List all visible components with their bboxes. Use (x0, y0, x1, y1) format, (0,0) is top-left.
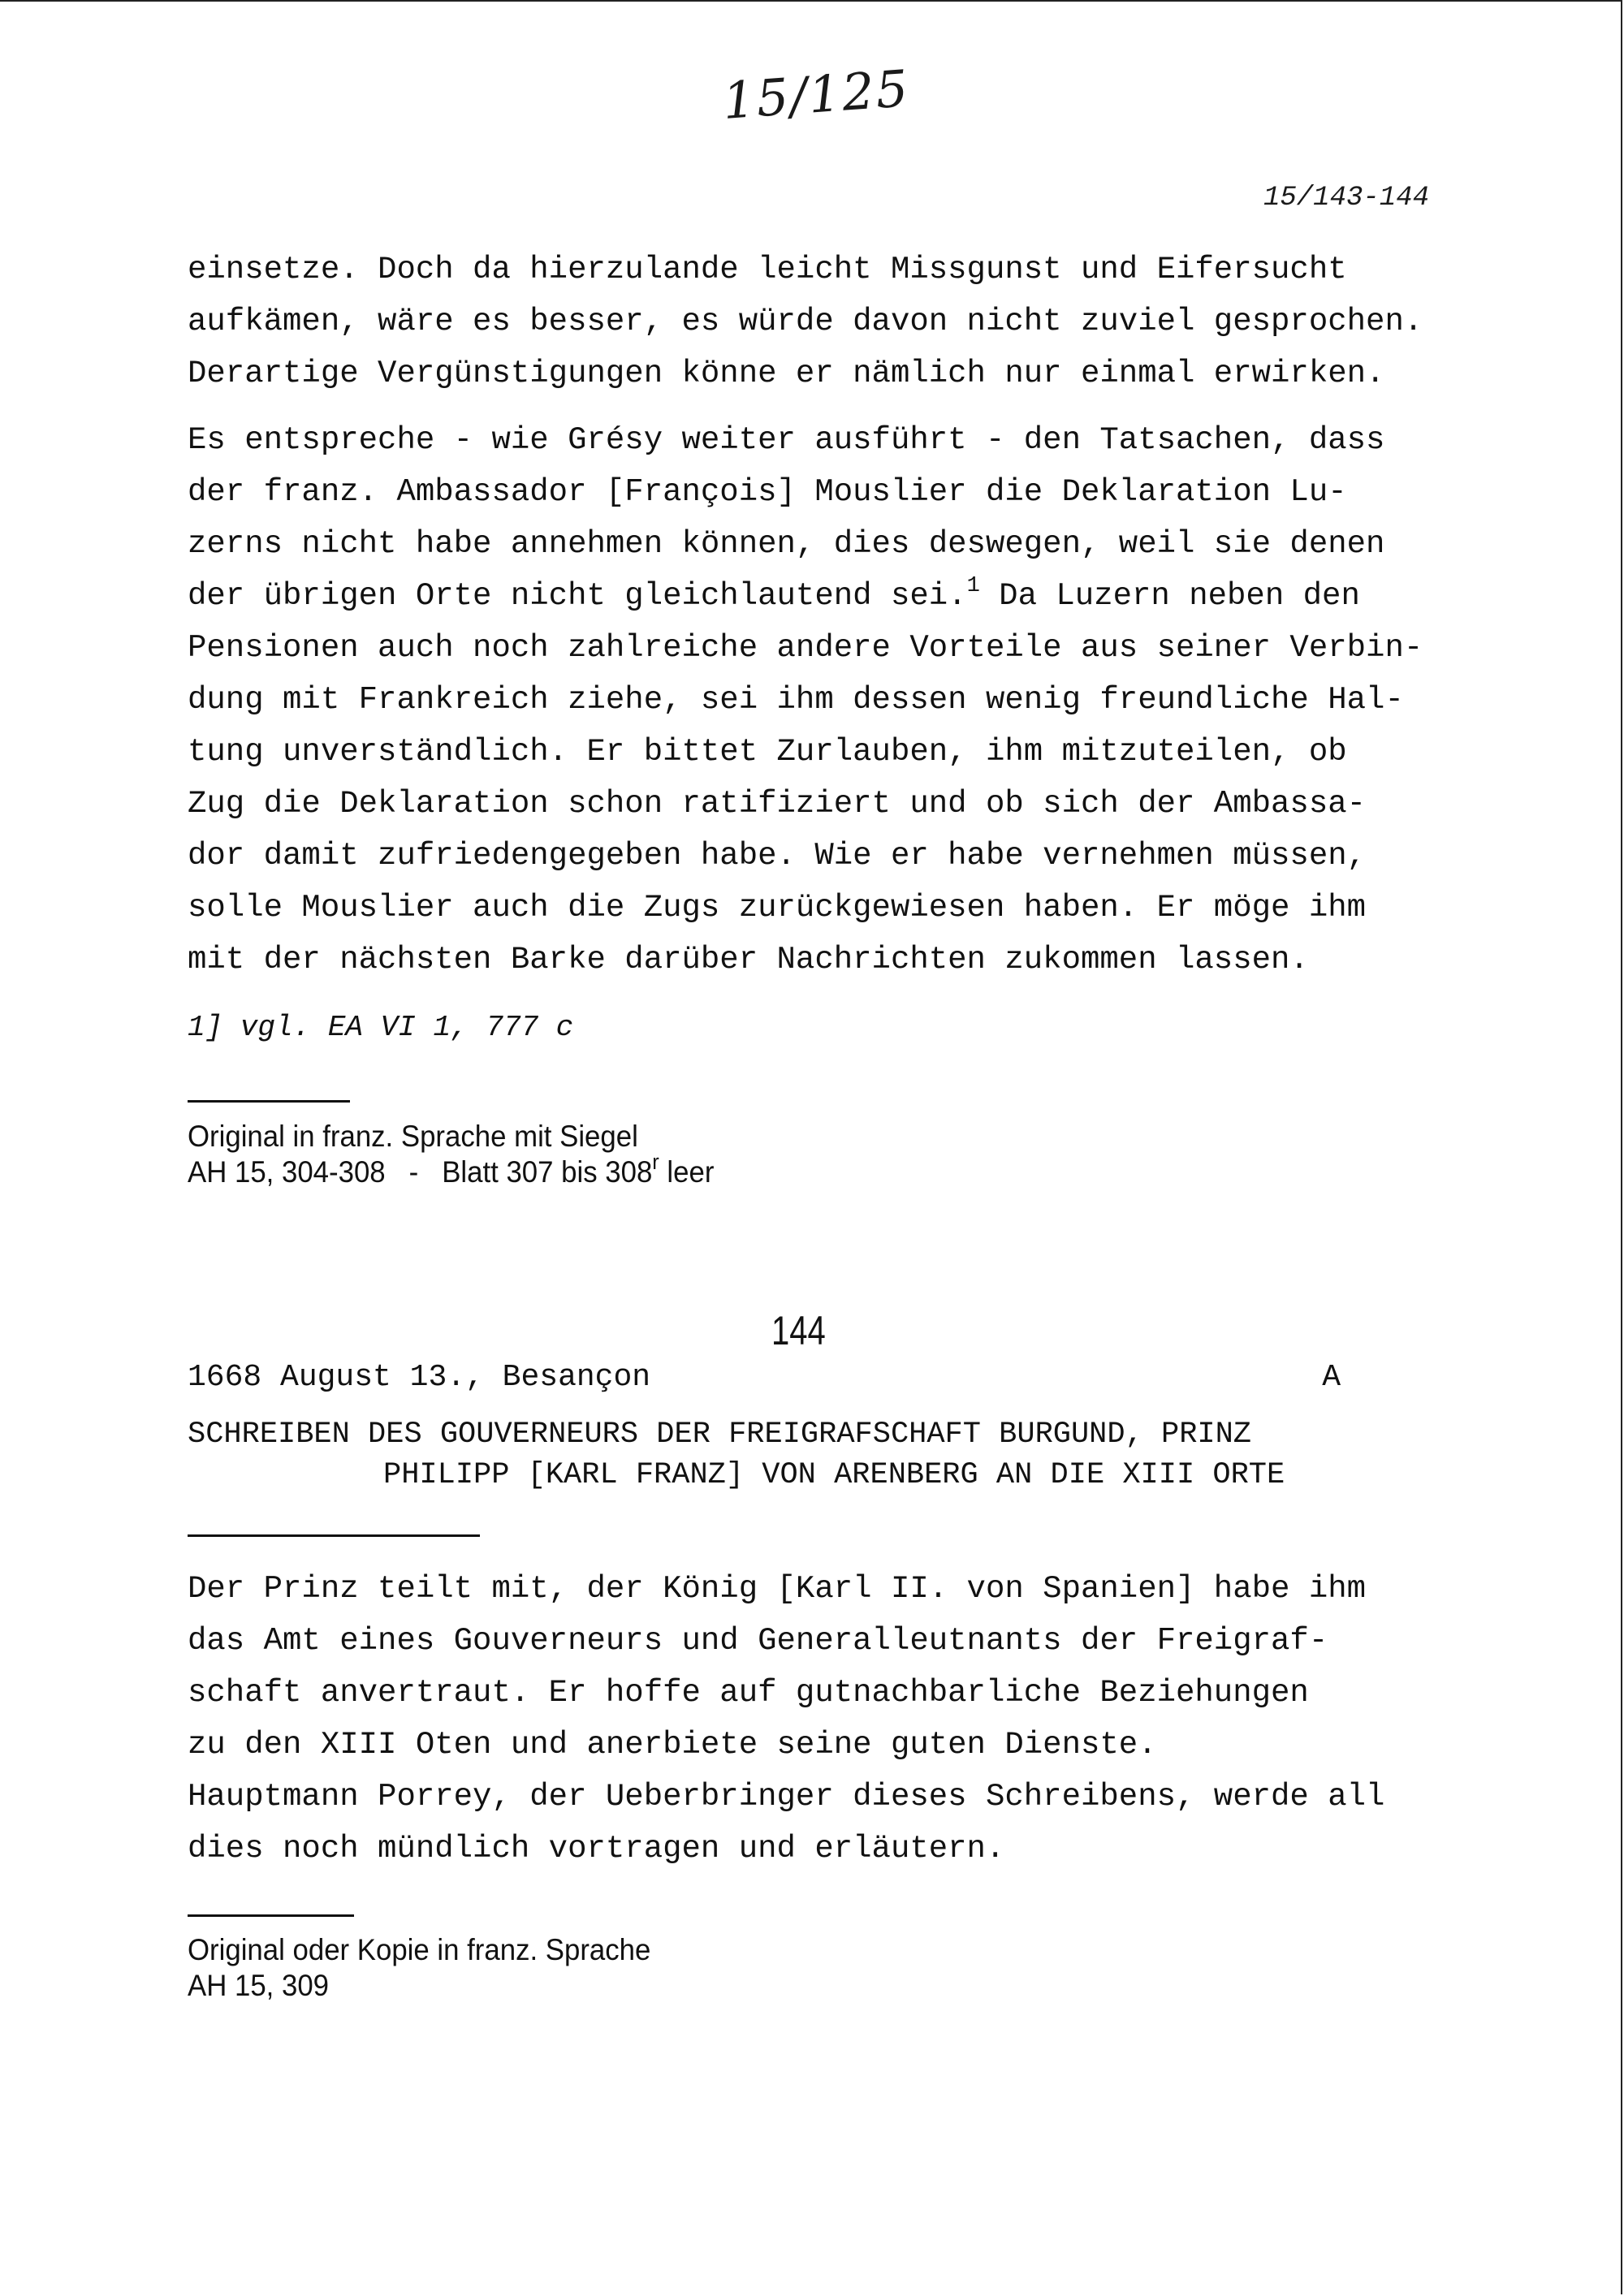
text-line: Zug die Deklaration schon ratifiziert und ob sich der Ambassa- (188, 786, 1367, 822)
source-line: Original oder Kopie in franz. Sprache (188, 1933, 651, 1966)
document-header (188, 1360, 1341, 1395)
page-reference: 15/143-144 (1263, 183, 1429, 214)
source-line: Original in franz. Sprache mit Siegel (188, 1120, 638, 1153)
text-line: solle Mouslier auch die Zugs zurückgewiesen haben. Er möge ihm (188, 890, 1367, 926)
text-line: mit der nächsten Barke darüber Nachrichten zukommen lassen. (188, 942, 1309, 978)
recto-marker: r (652, 1150, 659, 1174)
divider-rule (188, 1100, 350, 1103)
date-place: 1668 August 13., Besançon (188, 1360, 651, 1395)
document-marker: A (1322, 1360, 1341, 1395)
text-line: Pensionen auch noch zahlreiche andere Vorteile aus seiner Verbin- (188, 630, 1423, 666)
text-line: der franz. Ambassador [François] Mouslier die Deklaration Lu- (188, 474, 1347, 510)
divider-rule (188, 1914, 354, 1917)
handwritten-archive-number: 15/125 (720, 58, 912, 131)
text-line: Es entspreche - wie Grésy weiter ausführt - den Tatsachen, dass (188, 422, 1385, 458)
text-fragment: der übrigen Orte nicht gleichlautend sei. (188, 578, 967, 614)
text-line: einsetze. Doch da hierzulande leicht Missgunst und Eifersucht (188, 252, 1347, 287)
source-line (188, 1150, 715, 1190)
paragraph-1 (188, 244, 1487, 399)
document-number: 144 (771, 1308, 826, 1353)
text-line: Hauptmann Porrey, der Ueberbringer dieses Schreibens, werde all (188, 1779, 1385, 1815)
text-line: schaft anvertraut. Er hoffe auf gutnachbarliche Beziehungen (188, 1675, 1309, 1711)
paragraph-3 (188, 1563, 1487, 1875)
text-line: Derartige Vergünstigungen könne er nämlich nur einmal erwirken. (188, 356, 1385, 391)
title-line: PHILIPP [KARL FRANZ] VON ARENBERG AN DIE XIII ORTE (383, 1458, 1285, 1492)
text-fragment: leer (659, 1155, 715, 1189)
text-line: dung mit Frankreich ziehe, sei ihm dessen wenig freundliche Hal- (188, 682, 1404, 718)
text-line: Der Prinz teilt mit, der König [Karl II. von Spanien] habe ihm (188, 1571, 1367, 1607)
footnote-marker: 1 (966, 574, 980, 598)
text-line-with-footnote-mark (188, 570, 1487, 622)
text-line: zu den XIII Oten und anerbiete seine guten Dienste. (188, 1727, 1157, 1763)
paragraph-2 (188, 414, 1487, 986)
text-line: zerns nicht habe annehmen können, dies deswegen, weil sie denen (188, 526, 1385, 562)
text-line: aufkämen, wäre es besser, es würde davon nicht zuviel gesprochen. (188, 304, 1423, 339)
divider-rule (188, 1534, 480, 1537)
source-line: AH 15, 309 (188, 1969, 330, 2002)
footnote: 1] vgl. EA VI 1, 777 c (188, 1011, 574, 1044)
text-line: das Amt eines Gouverneurs und Generalleutnants der Freigraf- (188, 1623, 1328, 1659)
text-line: tung unverständlich. Er bittet Zurlauben, ihm mitzuteilen, ob (188, 734, 1347, 770)
source-note-2 (188, 1932, 650, 2004)
text-line: dor damit zufriedengegeben habe. Wie er habe vernehmen müssen, (188, 838, 1367, 874)
document-title (188, 1414, 1285, 1495)
text-fragment: Da Luzern neben den (979, 578, 1360, 614)
text-line: dies noch mündlich vortragen und erläutern. (188, 1831, 1005, 1867)
source-note-1 (188, 1119, 714, 1190)
text-fragment: AH 15, 304-308 - Blatt 307 bis 308 (188, 1155, 653, 1189)
title-line: SCHREIBEN DES GOUVERNEURS DER FREIGRAFSCHAFT BURGUND, PRINZ (188, 1418, 1252, 1452)
